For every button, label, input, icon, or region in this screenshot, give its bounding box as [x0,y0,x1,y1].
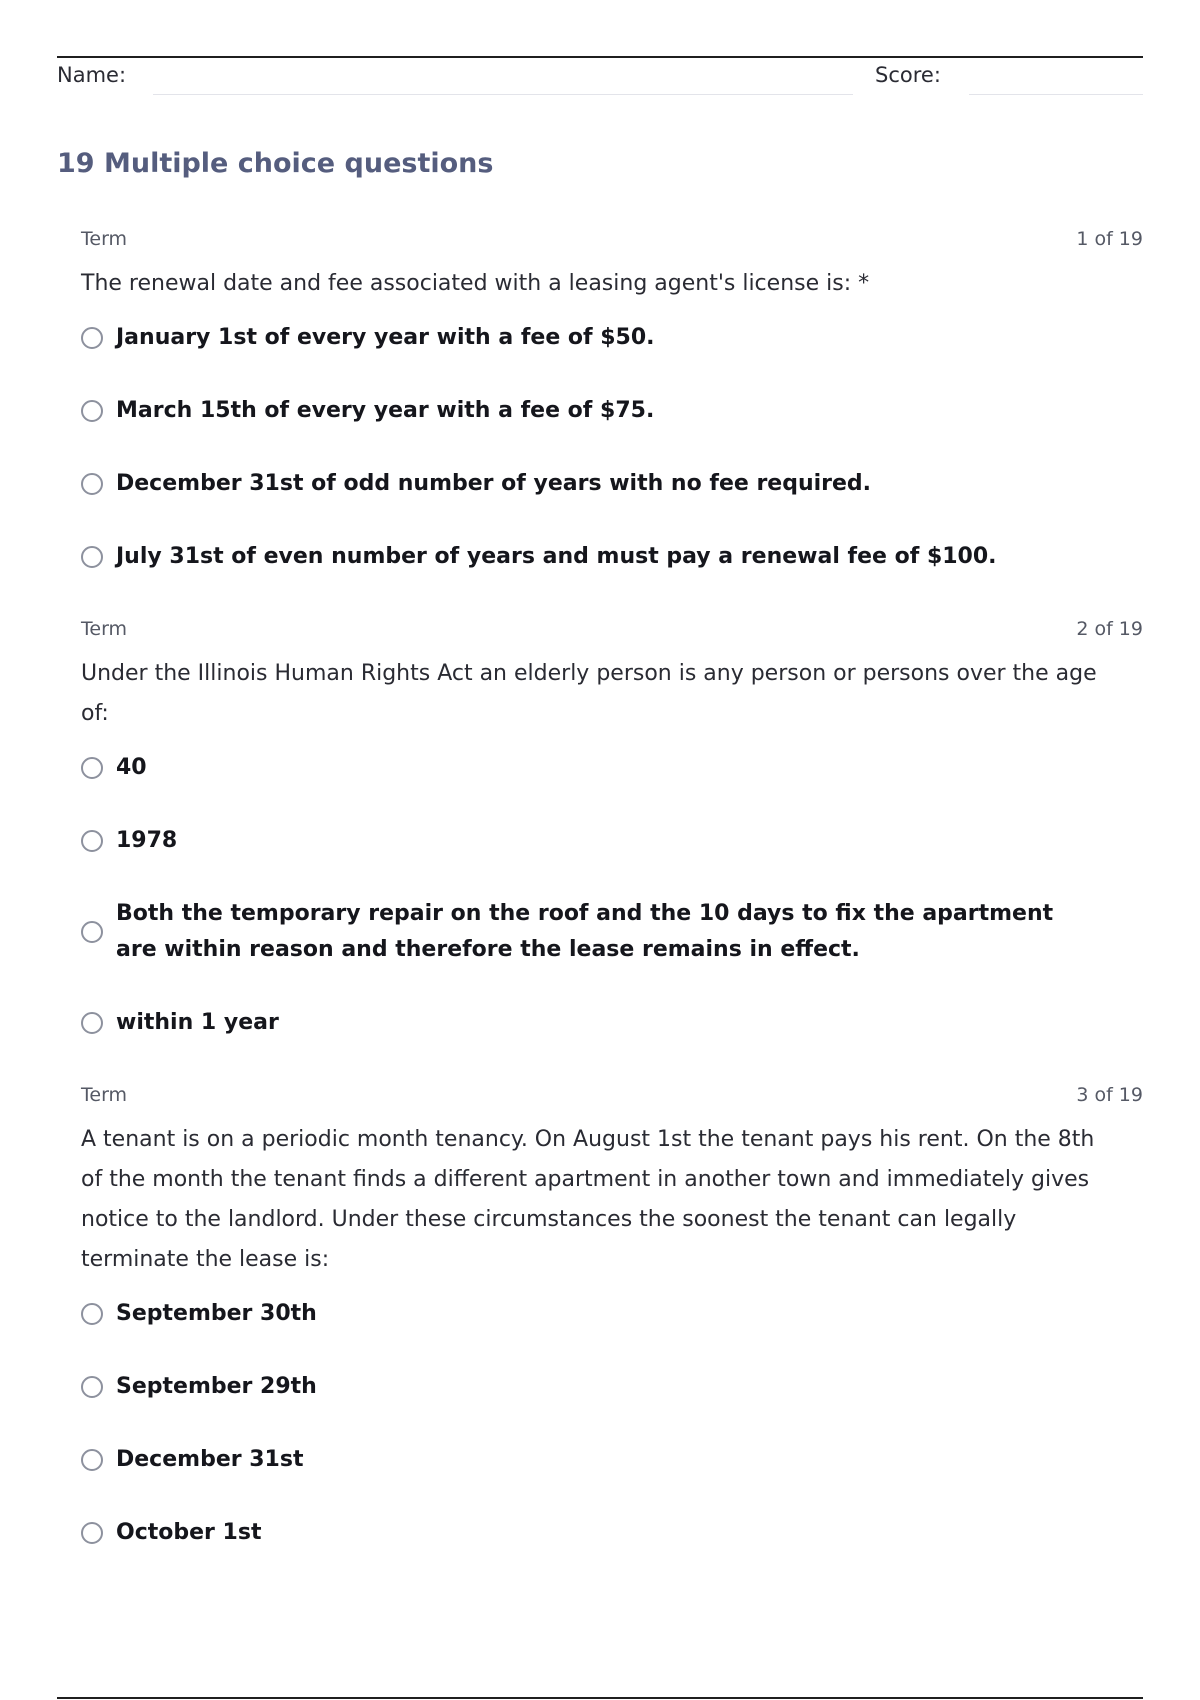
answer-option-label: July 31st of even number of years and must pay a renewal fee of $100. [116,544,997,569]
question-3 [81,1084,1143,1588]
question-prompt: Under the Illinois Human Rights Act an elderly person is any person or persons over the age of: [81,661,1097,726]
answer-option[interactable] [81,539,1143,575]
radio-button[interactable] [81,546,103,568]
answer-option-label: 1978 [116,828,178,853]
name-label: Name: [57,63,127,87]
answer-options [81,750,1143,1041]
radio-button[interactable] [81,921,103,943]
score-label: Score: [875,63,941,87]
term-label: Term [81,228,128,250]
answer-option-label: September 29th [116,1374,317,1399]
radio-button[interactable] [81,1449,103,1471]
radio-button[interactable] [81,400,103,422]
radio-button[interactable] [81,327,103,349]
answer-option-label: March 15th of every year with a fee of $75. [116,398,655,423]
top-divider [57,56,1143,58]
answer-option[interactable] [81,466,1143,502]
header-row [57,60,1143,100]
answer-option-label: December 31st [116,1447,304,1472]
question-counter: 2 of 19 [1076,618,1143,640]
answer-option-label: September 30th [116,1301,317,1326]
radio-button[interactable] [81,473,103,495]
answer-option[interactable] [81,1515,1143,1551]
answer-options [81,1296,1143,1551]
answer-option-label: January 1st of every year with a fee of $50. [116,325,655,350]
section-title: 19 Multiple choice questions [57,148,494,179]
radio-button[interactable] [81,1522,103,1544]
answer-option[interactable] [81,896,1143,968]
question-prompt: A tenant is on a periodic month tenancy. On August 1st the tenant pays his rent. On the 8th of the month the tenant finds a different apartment in another town and immediately gives notice to the landlord. Under these circumstances the soonest the tenant can legally terminate the lease is: [81,1127,1095,1272]
answer-option[interactable] [81,1296,1143,1332]
question-2 [81,618,1143,1078]
question-prompt: The renewal date and fee associated with a leasing agent's license is: * [81,271,870,296]
term-label: Term [81,618,128,640]
answer-option[interactable] [81,320,1143,356]
answer-option[interactable] [81,823,1143,859]
bottom-divider [57,1697,1143,1699]
answer-option-label: within 1 year [116,1010,279,1035]
answer-option-label: Both the temporary repair on the roof and the 10 days to fix the apartment are within reason and therefore the lease remains in effect. [116,901,1054,962]
answer-option[interactable] [81,1442,1143,1478]
answer-option[interactable] [81,750,1143,786]
answer-option[interactable] [81,1005,1143,1041]
name-blank-line [153,94,853,95]
question-1 [81,228,1143,612]
answer-option[interactable] [81,393,1143,429]
radio-button[interactable] [81,1012,103,1034]
answer-option-label: December 31st of odd number of years with no fee required. [116,471,872,496]
radio-button[interactable] [81,1303,103,1325]
question-counter: 3 of 19 [1076,1084,1143,1106]
term-row [81,618,1143,644]
term-label: Term [81,1084,128,1106]
answer-option-label: 40 [116,755,147,780]
term-row [81,228,1143,254]
score-blank-line [969,94,1143,95]
radio-button[interactable] [81,830,103,852]
radio-button[interactable] [81,1376,103,1398]
answer-option-label: October 1st [116,1520,262,1545]
question-counter: 1 of 19 [1076,228,1143,250]
answer-option[interactable] [81,1369,1143,1405]
quiz-page [57,0,1143,1700]
answer-options [81,320,1143,575]
radio-button[interactable] [81,757,103,779]
term-row [81,1084,1143,1110]
